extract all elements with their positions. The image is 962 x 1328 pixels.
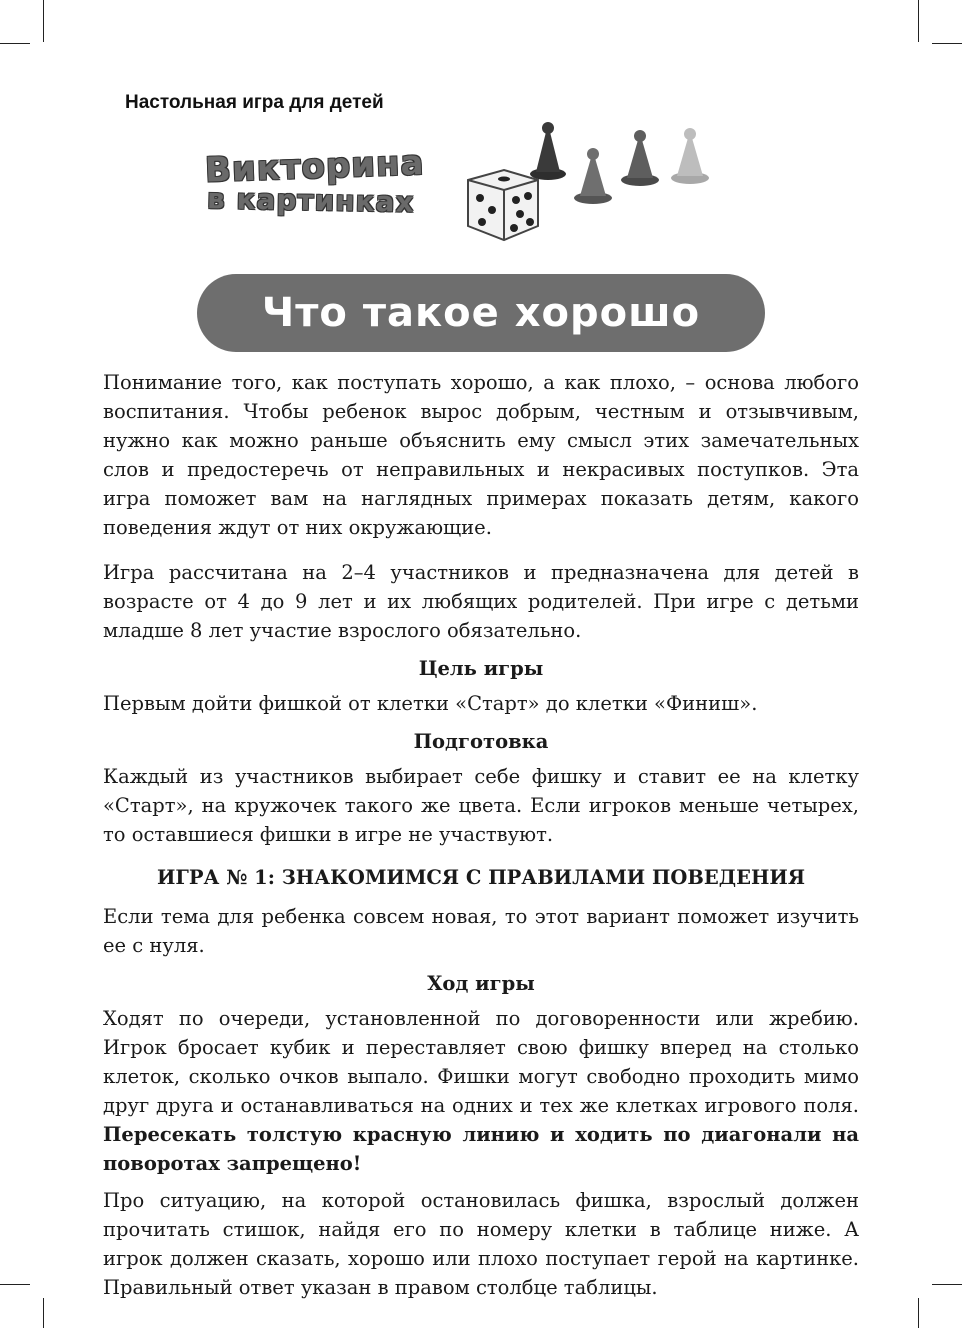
game1-paragraph: Если тема для ребенка совсем новая, то этот вариант поможет изучить ее с нуля.: [103, 905, 859, 957]
page-title: Что такое хорошо: [261, 290, 701, 336]
prep-heading: Подготовка: [413, 730, 549, 753]
situation-paragraph: Про ситуацию, на которой остановилась фишка, взрослый должен прочитать стишок, найдя его по номеру клетки в таблице ниже. А игрок должен сказать, хорошо или плохо поступает герой на картинке. Правильный ответ указан в правом столбце таблицы.: [103, 1189, 859, 1299]
crop-mark: [932, 43, 962, 44]
moves-text: Ходят по очереди, установленной по договоренности или жребию. Игрок бросает кубик и переставляет свою фишку вперед на столько клеток, сколько очков выпало. Фишки могут свободно проходить мимо друг друга и останавливаться на одних и тех же клетках игрового поля.: [103, 1007, 859, 1117]
header-label: Настольная игра для детей: [125, 92, 384, 113]
game-piece-icon: [621, 130, 659, 186]
crop-mark: [932, 1284, 962, 1285]
logo-line-2: в картинках: [206, 181, 415, 219]
crop-mark: [0, 43, 30, 44]
crop-mark: [43, 1298, 44, 1328]
crop-mark: [918, 0, 919, 42]
dice-icon: [468, 170, 538, 240]
prep-paragraph: Каждый из участников выбирает себе фишку и ставит ее на клетку «Старт», на кружочек такого же цвета. Если игроков меньше четырех, то оставшиеся фишки в игре не участвуют.: [103, 765, 859, 846]
crop-mark: [43, 0, 44, 42]
crop-mark: [918, 1298, 919, 1328]
game-piece-icon: [574, 148, 612, 204]
game-piece-icon: [530, 122, 566, 180]
goal-heading: Цель игры: [418, 657, 544, 680]
game-logo: [204, 143, 426, 219]
intro-paragraph: Понимание того, как поступать хорошо, а как плохо, – основа любого воспитания. Чтобы ребенок вырос добрым, честным и отзывчивым, нужно как можно раньше объяснить ему смысл этих замечательных слов и предостеречь от неправильных и некрасивых поступков. Эта игра поможет вам на наглядных примерах показать детям, какого поведения ждут от них окружающие.: [103, 371, 859, 539]
players-paragraph: Игра рассчитана на 2–4 участников и предназначена для детей в возрасте от 4 до 9 лет и их любящих родителей. При игре с детьми младше 8 лет участие взрослого обязательно.: [103, 561, 859, 642]
title-banner: [197, 274, 765, 352]
game-pieces-illustration: [460, 118, 720, 248]
moves-heading: Ход игры: [427, 972, 535, 995]
crop-mark: [0, 1284, 30, 1285]
game-piece-icon: [671, 128, 709, 184]
game1-heading: ИГРА № 1: ЗНАКОМИМСЯ С ПРАВИЛАМИ ПОВЕДЕНИЯ: [156, 866, 806, 889]
moves-paragraph: [103, 1004, 859, 1178]
goal-paragraph: Первым дойти фишкой от клетки «Старт» до клетки «Финиш».: [103, 692, 758, 715]
moves-warning: Пересекать толстую красную линию и ходить по диагонали на поворотах запрещено!: [103, 1123, 859, 1175]
rules-text: [103, 368, 859, 1302]
logo-line-1: Викторина: [204, 143, 426, 191]
